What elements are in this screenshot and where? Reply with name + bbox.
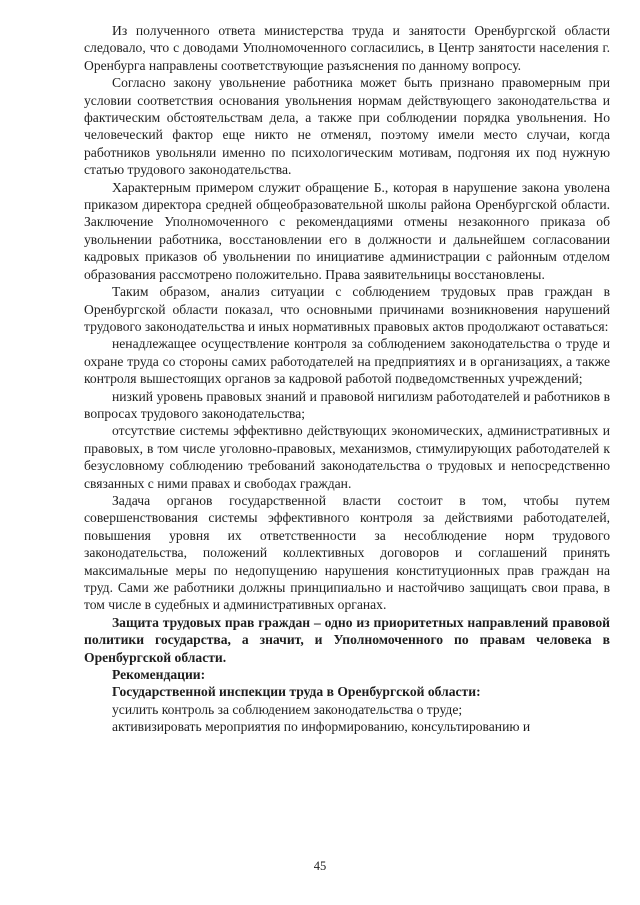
- list-item-control: ненадлежащее осуществление контроля за соблюдением законодательства о труде и охране труда со стороны самих работодателей на предприятиях и в организациях, а также контроля вышестоящих органов за кадровой работой подведомственных учреждений;: [84, 336, 610, 387]
- paragraph-ministry-response: Из полученного ответа министерства труда и занятости Оренбургской области следовало, что с доводами Уполномоченного согласились, в Центр занятости населения г. Оренбурга направлены соответствующие разъяснения по данному вопросу.: [84, 23, 610, 73]
- document-page: [84, 22, 610, 736]
- paragraph-example-case: Характерным примером служит обращение Б., которая в нарушение закона уволена приказом директора средней общеобразовательной школы района Оренбургской области. Заключение Уполномоченного с рекомендациями отмены незаконного приказа об увольнении работника, восстановлении его в должности и дальнейшем согласовании кадровых приказов об увольнении по инициативе администрации с районным отделом образования рассмотрено положительно. Права заявительницы восстановлены.: [84, 179, 610, 282]
- recommendations-heading: Рекомендации:: [112, 667, 206, 683]
- conclusion-statement: Защита трудовых прав граждан – одно из приоритетных направлений правовой политики государства, а значит, и Уполномоченного по правам человека в Оренбургской области.: [84, 614, 610, 665]
- recipient-heading: Государственной инспекции труда в Оренбургской области:: [112, 684, 481, 700]
- paragraph-analysis: Таким образом, анализ ситуации с соблюдением трудовых прав граждан в Оренбургской области показал, что основными причинами возникновения нарушений трудового законодательства и иных нормативных правовых актов продолжают оставаться:: [84, 284, 610, 334]
- paragraph-dismissal-law: Согласно закону увольнение работника может быть признано правомерным при условии соответствия основания увольнения нормам действующего законодательства и фактическим обстоятельствам дела, а также при соблюдении порядка увольнения. Но человеческий фактор еще никто не отменял, поэтому имели место случаи, когда работников увольняли именно по психологическим мотивам, подгоняя их под нужную статью трудового законодательства.: [84, 75, 610, 178]
- recommendation-item: активизировать мероприятия по информированию, консультированию и: [112, 719, 531, 735]
- page-number: 45: [313, 859, 327, 873]
- recommendation-item: усилить контроль за соблюдением законодательства о труде;: [112, 701, 463, 717]
- list-item-mechanisms: отсутствие системы эффективно действующих экономических, административных и правовых, в том числе уголовно-правовых, механизмов, стимулирующих работодателей к безусловному соблюдению требований законодательства о трудовых и непосредственно связанных с ними правах и свободах граждан.: [84, 423, 610, 491]
- list-item-legal-knowledge: низкий уровень правовых знаний и правовой нигилизм работодателей и работников в вопросах трудового законодательства;: [84, 388, 610, 421]
- paragraph-state-task: Задача органов государственной власти состоит в том, чтобы путем совершенствования системы эффективного контроля за действиями работодателей, повышения уровня их ответственности за несоблюдение норм трудового законодательства, положений коллективных договоров и соглашений принять максимальные меры по недопущению нарушения конституционных прав граждан на труд. Сами же работники должны принципиально и настойчиво защищать свои права, в том числе в судебных и административных органах.: [84, 492, 610, 613]
